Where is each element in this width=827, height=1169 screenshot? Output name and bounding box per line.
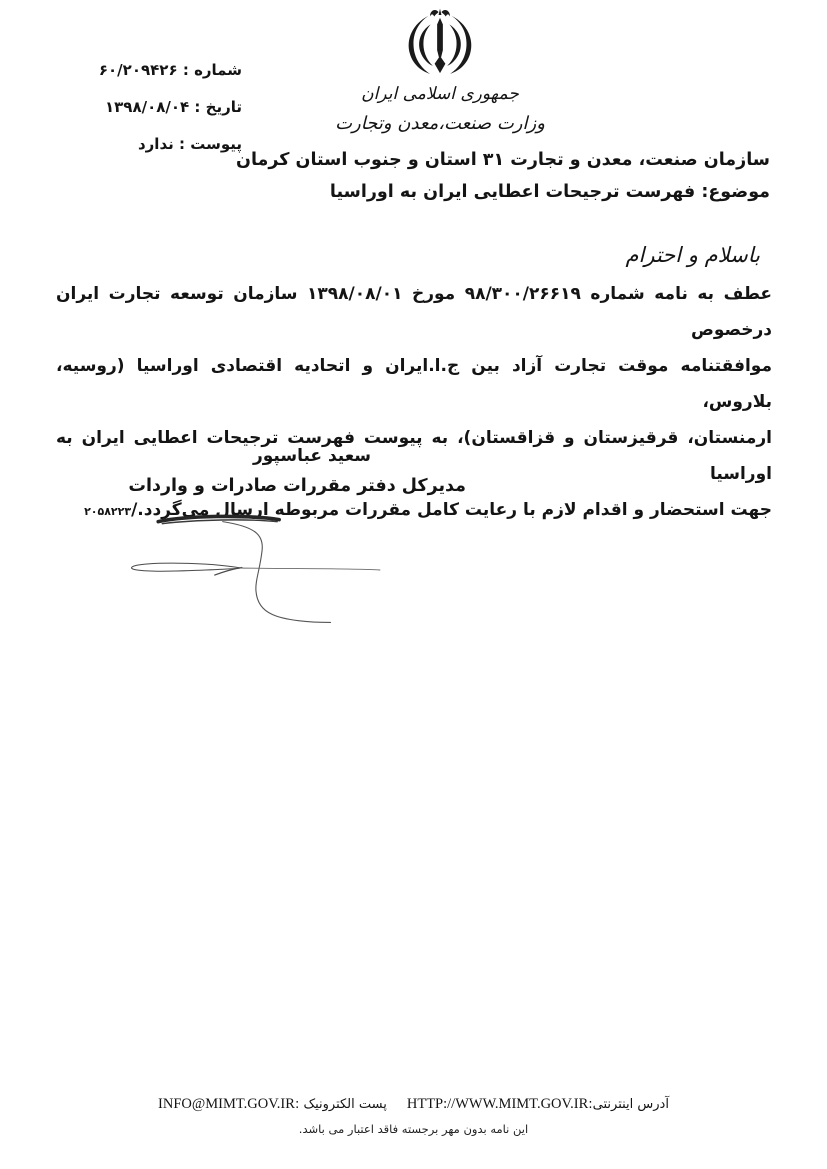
separator: : xyxy=(173,135,191,153)
footer-email-item xyxy=(158,1096,387,1113)
signer-name: سعید عباسپور xyxy=(252,446,372,466)
body-line: عطف به نامه شماره ۹۸/۳۰۰/۲۶۶۱۹ مورخ ۱۳۹۸/۰۸/۰۱ سازمان توسعه تجارت ایران درخصوص xyxy=(56,284,772,340)
letter-date-value: ۱۳۹۸/۰۸/۰۴ xyxy=(105,98,190,116)
separator: : xyxy=(177,61,195,79)
ministry-title: وزارت صنعت،معدن وتجارت xyxy=(335,113,545,134)
letter-attachment-value: ندارد xyxy=(137,135,174,153)
footer-web-item xyxy=(407,1096,669,1113)
country-title: جمهوری اسلامی ایران xyxy=(361,84,519,104)
letter-meta-block xyxy=(52,52,242,163)
recipient-line: سازمان صنعت، معدن و تجارت ۳۱ استان و جنوب استان کرمان xyxy=(236,150,770,170)
separator: : xyxy=(189,98,206,116)
letter-attachment-label: پیوست xyxy=(190,135,242,153)
footer-validity-note: این نامه بدون مهر برجسته فاقد اعتبار می باشد. xyxy=(298,1122,529,1136)
footer-web-url: HTTP://WWW.MIMT.GOV.IR xyxy=(406,1096,589,1112)
letter-number-value: ۶۰/۲۰۹۴۲۶ xyxy=(98,61,178,79)
letterhead xyxy=(318,6,562,134)
footer-email-address: INFO@MIMT.GOV.IR xyxy=(158,1096,295,1112)
footer-email-label: پست الکترونیک : xyxy=(294,1097,387,1112)
salutation: باسلام و احترام xyxy=(625,243,760,267)
footer-contact-line xyxy=(0,1096,827,1113)
letter-number-row xyxy=(52,52,242,89)
letter-date-row xyxy=(52,89,242,126)
letter-number-label: شماره xyxy=(194,61,242,79)
signature-block xyxy=(128,446,466,496)
footer-web-label: آدرس اینترنتی: xyxy=(588,1097,669,1112)
body-line-text: جهت استحضار و اقدام لازم با رعایت کامل مقررات مربوطه ارسال می‌گردد./ xyxy=(131,500,772,520)
body-line: ارمنستان، قرقیزستان و قزاقستان)، به پیوست فهرست ترجیحات اعطایی ایران به اوراسیا xyxy=(56,428,772,484)
internal-ref-number: ۲۰۵۸۲۲۳ xyxy=(84,505,132,518)
letter-date-label: تاریخ xyxy=(205,98,242,116)
signer-title: مدیرکل دفتر مقررات صادرات و واردات xyxy=(128,476,466,496)
iran-emblem-icon xyxy=(397,6,483,80)
handwritten-signature-icon xyxy=(126,511,388,627)
body-line: موافقتنامه موقت تجارت آزاد بین ج.ا.ایران و اتحادیه اقتصادی اوراسیا (روسیه، بلاروس، xyxy=(56,356,772,412)
letter-attachment-row xyxy=(52,126,242,163)
subject-line: موضوع: فهرست ترجیحات اعطایی ایران به اوراسیا xyxy=(329,182,770,202)
